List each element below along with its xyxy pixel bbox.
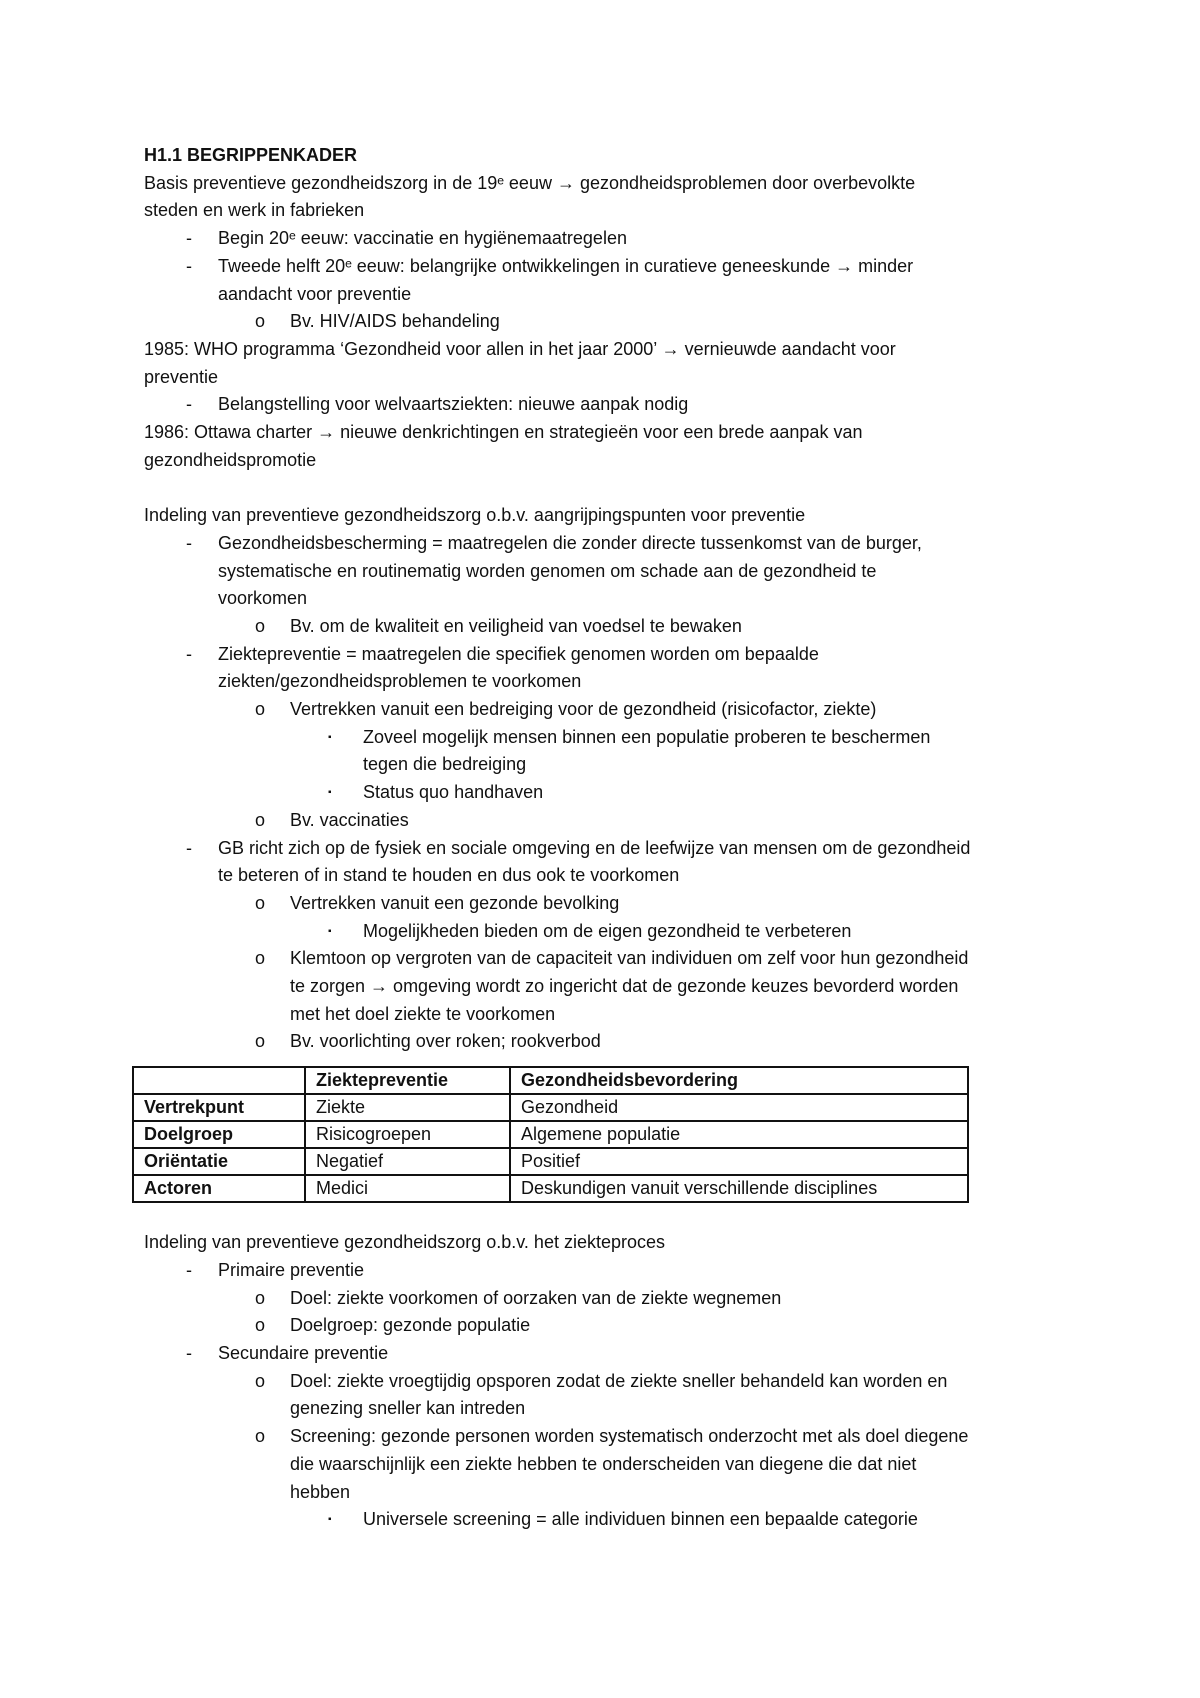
spacer: [144, 474, 1064, 502]
circle-bullet: o: [255, 892, 266, 913]
table-header-row: [133, 1067, 968, 1094]
table-row-label: Vertrekpunt: [133, 1094, 305, 1121]
paragraph-line: preventie: [144, 366, 219, 387]
table-header-cell: Ziektepreventie: [305, 1067, 510, 1094]
list-item: - Secundaire preventie: [144, 1340, 1064, 1368]
list-item-continuation: hebben: [290, 1481, 351, 1502]
paragraph-line: 1986: Ottawa charter → nieuwe denkrichtingen en strategieën voor een brede aanpak van: [144, 422, 863, 443]
list-item-continuation: genezing sneller kan intreden: [290, 1398, 526, 1419]
list-item: ▪ Universele screening = alle individuen binnen een bepaalde categorie: [144, 1506, 1064, 1534]
list-item: o Klemtoon op vergroten van de capaciteit van individuen om zelf voor hun gezondheid: [144, 945, 1064, 973]
list-item-continuation: aandacht voor preventie: [218, 283, 412, 304]
document-content: [144, 142, 1064, 1534]
list-item: o Doel: ziekte vroegtijdig opsporen zodat de ziekte sneller behandeld kan worden en: [144, 1368, 1064, 1396]
square-bullet: ▪: [328, 925, 332, 937]
square-bullet: ▪: [328, 731, 332, 743]
table-row: [133, 1148, 968, 1175]
list-item: o Bv. HIV/AIDS behandeling: [144, 308, 1064, 336]
circle-bullet: o: [255, 809, 266, 830]
dash-bullet: -: [186, 643, 192, 664]
dash-bullet: -: [186, 228, 192, 249]
list-item: o Vertrekken vanuit een bedreiging voor de gezondheid (risicofactor, ziekte): [144, 696, 1064, 724]
table-header-cell: [133, 1067, 305, 1094]
list-item: o Screening: gezonde personen worden systematisch onderzocht met als doel diegene: [144, 1423, 1064, 1451]
subsection-title: Indeling van preventieve gezondheidszorg o.b.v. het ziekteproces: [144, 1232, 665, 1253]
list-item: ▪ Mogelijkheden bieden om de eigen gezondheid te verbeteren: [144, 918, 1064, 946]
list-item-continuation: ziekten/gezondheidsproblemen te voorkomen: [218, 671, 582, 692]
circle-bullet: o: [255, 1426, 266, 1447]
list-item: o Bv. voorlichting over roken; rookverbod: [144, 1028, 1064, 1056]
square-bullet: ▪: [328, 1514, 332, 1526]
comparison-table: [132, 1066, 969, 1203]
list-item-continuation: met het doel ziekte te voorkomen: [290, 1003, 556, 1024]
table-row-label: Doelgroep: [133, 1121, 305, 1148]
list-item: o Bv. vaccinaties: [144, 807, 1064, 835]
list-item: - Belangstelling voor welvaartsziekten: nieuwe aanpak nodig: [144, 391, 1064, 419]
list-item: - Begin 20ᵉ eeuw: vaccinatie en hygiënemaatregelen: [144, 225, 1064, 253]
list-item: - Primaire preventie: [144, 1257, 1064, 1285]
dash-bullet: -: [186, 1343, 192, 1363]
circle-bullet: o: [255, 948, 266, 969]
list-item-continuation: te zorgen → omgeving wordt zo ingericht dat de gezonde keuzes bevorderd worden: [290, 976, 959, 997]
circle-bullet: o: [255, 311, 266, 332]
list-item: - GB richt zich op de fysiek en sociale omgeving en de leefwijze van mensen om de gezondheid: [144, 835, 1064, 863]
square-bullet: ▪: [328, 787, 332, 799]
list-item-continuation: die waarschijnlijk een ziekte hebben te onderscheiden van diegene die dat niet: [290, 1453, 917, 1474]
table-cell: Gezondheid: [510, 1094, 968, 1121]
dash-bullet: -: [186, 394, 192, 415]
list-item: - Ziektepreventie = maatregelen die specifiek genomen worden om bepaalde: [144, 641, 1064, 669]
list-item: ▪ Status quo handhaven: [144, 779, 1064, 807]
table-header-cell: Gezondheidsbevordering: [510, 1067, 968, 1094]
circle-bullet: o: [255, 1315, 266, 1336]
table-cell: Positief: [510, 1148, 968, 1175]
circle-bullet: o: [255, 699, 266, 720]
paragraph-line: gezondheidspromotie: [144, 449, 317, 470]
section-heading: H1.1 BEGRIPPENKADER: [144, 145, 358, 165]
table-row: [133, 1175, 968, 1202]
list-item: - Tweede helft 20ᵉ eeuw: belangrijke ontwikkelingen in curatieve geneeskunde → minder: [144, 253, 1064, 281]
circle-bullet: o: [255, 615, 266, 636]
list-item: o Vertrekken vanuit een gezonde bevolking: [144, 890, 1064, 918]
list-item: ▪ Zoveel mogelijk mensen binnen een populatie proberen te beschermen: [144, 724, 1064, 752]
table-cell: Risicogroepen: [305, 1121, 510, 1148]
circle-bullet: o: [255, 1370, 266, 1391]
dash-bullet: -: [186, 1259, 192, 1280]
subsection-title: Indeling van preventieve gezondheidszorg o.b.v. aangrijpingspunten voor preventie: [144, 505, 806, 526]
table-cell: Deskundigen vanuit verschillende disciplines: [510, 1175, 968, 1202]
table-cell: Ziekte: [305, 1094, 510, 1121]
paragraph-line: Basis preventieve gezondheidszorg in de 19ᵉ eeuw → gezondheidsproblemen door overbevolkte: [144, 172, 916, 193]
paragraph-line: 1985: WHO programma ‘Gezondheid voor allen in het jaar 2000’ → vernieuwde aandacht voor: [144, 338, 896, 359]
list-item-continuation: systematische en routinematig worden genomen om schade aan de gezondheid te: [218, 560, 877, 581]
dash-bullet: -: [186, 532, 192, 553]
table-row: [133, 1094, 968, 1121]
circle-bullet: o: [255, 1031, 266, 1052]
list-item: o Doelgroep: gezonde populatie: [144, 1312, 1064, 1340]
dash-bullet: -: [186, 255, 192, 276]
list-item: o Bv. om de kwaliteit en veiligheid van voedsel te bewaken: [144, 613, 1064, 641]
table-row: [133, 1121, 968, 1148]
table-row-label: Actoren: [133, 1175, 305, 1202]
table-cell: Medici: [305, 1175, 510, 1202]
table-cell: Algemene populatie: [510, 1121, 968, 1148]
list-item: - Gezondheidsbescherming = maatregelen die zonder directe tussenkomst van de burger,: [144, 530, 1064, 558]
table-row-label: Oriëntatie: [133, 1148, 305, 1175]
table-cell: Negatief: [305, 1148, 510, 1175]
paragraph-line: steden en werk in fabrieken: [144, 200, 365, 221]
circle-bullet: o: [255, 1287, 266, 1308]
list-item-continuation: te beteren of in stand te houden en dus ook te voorkomen: [218, 865, 680, 886]
list-item-continuation: tegen die bedreiging: [363, 754, 527, 775]
dash-bullet: -: [186, 837, 192, 858]
list-item-continuation: voorkomen: [218, 588, 308, 609]
list-item: o Doel: ziekte voorkomen of oorzaken van de ziekte wegnemen: [144, 1285, 1064, 1313]
